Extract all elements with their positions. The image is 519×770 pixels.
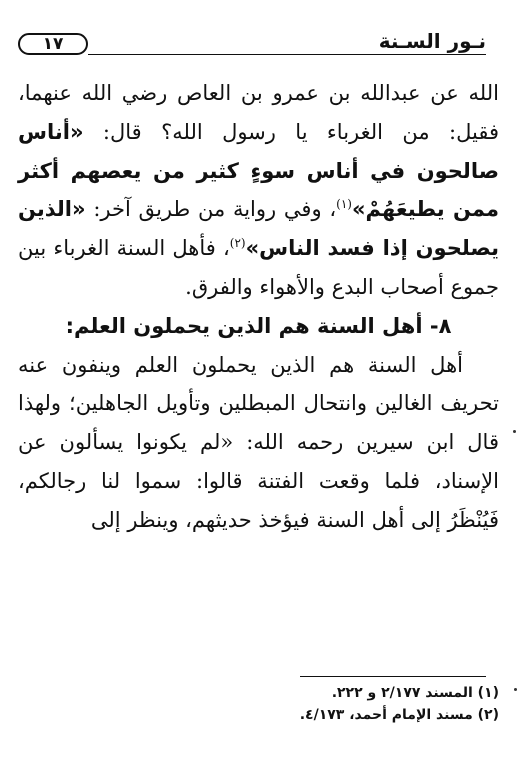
hadith-quote-1: «أناس صالحون في أناس سوءٍ كثير من يعصهم أكثر ممن يطيعَهُمْ» <box>18 119 499 222</box>
footnote-rule <box>300 676 486 677</box>
paragraph-gharibs <box>18 74 499 307</box>
page-number: ١٧ <box>18 33 88 55</box>
page-header <box>18 29 486 57</box>
main-text <box>18 74 499 540</box>
footnotes <box>18 682 499 726</box>
footnote-1: (١) المسند ٢/١٧٧ و ٢٢٢. <box>331 685 499 701</box>
footnote-ref-2: (٢) <box>229 236 246 251</box>
hadith-quote-2: «الذين يصلحون إذا فسد الناس» <box>18 197 499 261</box>
margin-speck <box>513 430 516 433</box>
section-heading: ٨- أهل السنة هم الذين يحملون العلم: <box>65 313 452 338</box>
footnote-2: (٢) مسند الإمام أحمد، ٤/١٧٣. <box>299 707 499 723</box>
header-rule <box>88 54 486 55</box>
paragraph-knowledge: أهل السنة هم الذين يحملون العلم وينفون عنه تحريف الغالين وانتحال المبطلين وتأويل الجاهلين؛ ولهذا قال ابن سيرين رحمه الله: «لم يكونوا يسألون عن الإسناد، فلما وقعت الفتنة قالوا: سموا لنا رجالكم، فَيُنْظَرُ إلى أهل السنة فيؤخذ حديثهم، وينظر إلى <box>18 352 499 532</box>
connector-text: ، وفي رواية من طريق آخر: <box>93 197 337 222</box>
running-title: نـور السـنة <box>378 29 486 53</box>
margin-speck <box>514 688 517 691</box>
paragraph-closing: ، فأهل السنة الغرباء بين جموع أصحاب البدع والأهواء والفرق. <box>18 236 499 299</box>
paragraph-opening: الله عن عبدالله بن عمرو بن العاص رضي الله عنهما، فقيل: من الغرباء يا رسول الله؟ قال: <box>18 81 499 144</box>
footnote-ref-1: (١) <box>336 197 352 212</box>
